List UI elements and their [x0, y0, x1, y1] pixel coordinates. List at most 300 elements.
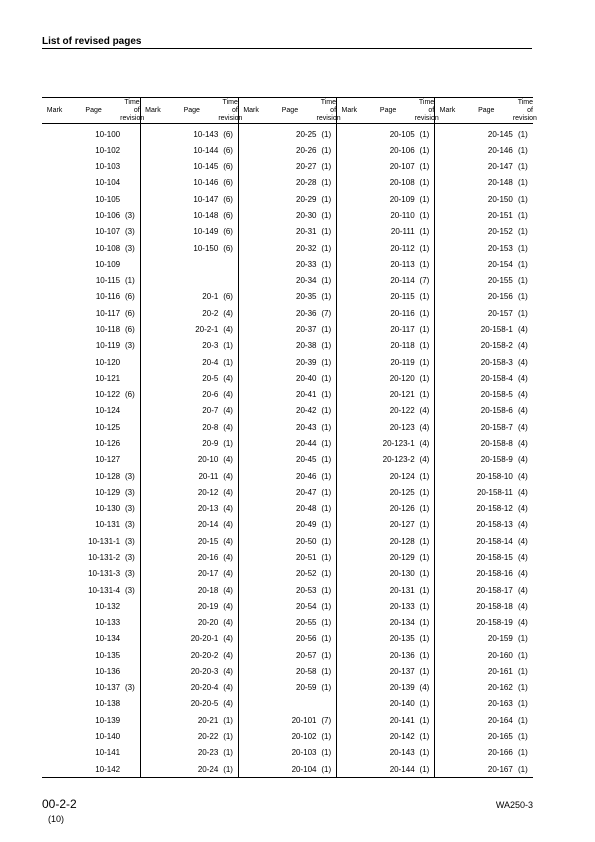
page-cell: 20-147 — [487, 162, 513, 172]
page-cell: 20-20-3 — [190, 666, 219, 676]
page-cell: 10-134 — [95, 634, 121, 644]
revision-cell: (1) — [419, 552, 430, 562]
page-cell: 20-118 — [390, 341, 415, 351]
mark-cell — [140, 403, 165, 419]
page-cell: 20-125 — [389, 487, 415, 497]
page-cell: 20-19 — [197, 601, 219, 611]
mark-cell — [337, 321, 362, 337]
page-cell: 10-138 — [95, 699, 121, 709]
revision-cell: (4) — [518, 373, 528, 383]
revision-cell: (1) — [419, 145, 430, 155]
table-header-row — [42, 98, 533, 124]
mark-cell — [337, 533, 362, 549]
revision-cell: (1) — [419, 634, 430, 644]
table-row — [42, 728, 533, 744]
mark-cell — [140, 582, 165, 598]
revision-cell — [120, 435, 140, 451]
revision-cell: (1) — [321, 276, 332, 286]
mark-cell — [238, 289, 263, 305]
page-cell: 20-25 — [296, 129, 317, 139]
mark-cell — [337, 745, 362, 761]
revision-cell: (4) — [223, 373, 233, 383]
revision-cell: (4) — [223, 455, 233, 465]
page-cell: 20-103 — [291, 748, 317, 758]
revision-cell: (4) — [518, 487, 528, 497]
mark-cell — [42, 273, 67, 289]
revision-cell: (1) — [321, 194, 332, 204]
mark-cell — [42, 354, 67, 370]
page-cell: 10-109 — [95, 259, 121, 269]
table-row — [42, 452, 533, 468]
revision-cell: (7) — [321, 715, 332, 725]
model-name: WA250-3 — [495, 800, 533, 810]
revision-cell: (1) — [419, 585, 430, 595]
revision-cell: (1) — [419, 341, 430, 351]
mark-cell — [337, 207, 362, 223]
mark-cell — [238, 468, 263, 484]
mark-cell — [238, 435, 263, 451]
mark-cell — [42, 712, 67, 728]
revision-cell: (1) — [321, 552, 332, 562]
page-cell: 20-150 — [487, 194, 513, 204]
mark-cell — [435, 273, 460, 289]
mark-cell — [238, 566, 263, 582]
revision-cell: (1) — [419, 666, 430, 676]
revision-cell: (1) — [321, 178, 332, 188]
mark-cell — [42, 419, 67, 435]
revision-cell: (4) — [518, 325, 528, 335]
table-row — [42, 321, 533, 337]
mark-cell — [435, 468, 460, 484]
revision-cell — [120, 647, 140, 663]
revision-cell: (1) — [321, 455, 332, 465]
revision-cell: (1) — [518, 699, 528, 709]
page-cell: 20-124 — [389, 471, 415, 481]
table-body — [42, 124, 533, 778]
revision-cell — [120, 403, 140, 419]
revision-cell: (1) — [321, 536, 332, 546]
page-cell: 20-158-3 — [480, 357, 513, 367]
column-header-mark: Mark — [435, 98, 460, 124]
revision-cell: (3) — [125, 536, 135, 546]
table-row — [42, 240, 533, 256]
page-cell: 10-145 — [193, 162, 219, 172]
mark-cell — [238, 582, 263, 598]
page-cell: 20-116 — [390, 308, 415, 318]
page-cell: 20-39 — [296, 357, 317, 367]
revision-cell: (1) — [223, 341, 233, 351]
revision-cell: (1) — [419, 227, 430, 237]
mark-cell — [337, 175, 362, 191]
mark-cell — [435, 500, 460, 516]
page-cell: 20-53 — [296, 585, 317, 595]
page-cell: 20-128 — [389, 536, 415, 546]
mark-cell — [238, 370, 263, 386]
revision-cell: (1) — [518, 650, 528, 660]
page-cell: 20-114 — [390, 276, 415, 286]
table-row — [42, 500, 533, 516]
mark-cell — [337, 338, 362, 354]
table-row — [42, 761, 533, 778]
revision-cell: (4) — [223, 569, 233, 579]
revision-cell: (1) — [223, 357, 233, 367]
page-cell: 20-26 — [296, 145, 317, 155]
revision-cell: (1) — [321, 227, 332, 237]
page-cell — [165, 256, 218, 272]
mark-cell — [140, 728, 165, 744]
mark-cell — [42, 761, 67, 778]
mark-cell — [435, 403, 460, 419]
page-cell: 20-3 — [202, 341, 219, 351]
table-row — [42, 142, 533, 158]
revision-cell — [120, 728, 140, 744]
revision-cell: (1) — [321, 585, 332, 595]
page-cell: 20-36 — [296, 308, 317, 318]
mark-cell — [140, 533, 165, 549]
page-cell: 20-55 — [296, 618, 317, 628]
revision-cell: (1) — [518, 243, 528, 253]
page-cell: 10-124 — [95, 406, 121, 416]
page-cell: 20-105 — [389, 129, 415, 139]
mark-cell — [140, 321, 165, 337]
table-row — [42, 159, 533, 175]
page-cell: 20-141 — [389, 715, 415, 725]
mark-cell — [140, 566, 165, 582]
page-cell: 10-120 — [95, 357, 121, 367]
page-cell: 20-127 — [389, 520, 415, 530]
page-cell: 20-140 — [389, 699, 415, 709]
revision-cell: (3) — [125, 552, 135, 562]
page-cell: 20-54 — [296, 601, 317, 611]
revision-cell — [120, 142, 140, 158]
page-cell: 10-148 — [193, 211, 219, 221]
page-cell: 20-37 — [296, 325, 317, 335]
mark-cell — [238, 533, 263, 549]
revision-cell: (4) — [518, 618, 528, 628]
mark-cell — [140, 240, 165, 256]
mark-cell — [435, 370, 460, 386]
revision-cell: (6) — [125, 325, 135, 335]
mark-cell — [435, 124, 460, 143]
page-cell: 20-122 — [389, 406, 415, 416]
revision-cell: (4) — [223, 634, 233, 644]
page-cell: 20-158-1 — [480, 325, 513, 335]
revision-cell: (4) — [518, 455, 528, 465]
mark-cell — [238, 321, 263, 337]
revision-cell: (6) — [223, 129, 233, 139]
revision-cell: (4) — [419, 438, 430, 448]
mark-cell — [42, 256, 67, 272]
revision-cell: (1) — [419, 471, 430, 481]
mark-cell — [435, 582, 460, 598]
page-cell: 20-144 — [362, 761, 415, 778]
revision-cell — [120, 159, 140, 175]
page-cell: 10-135 — [95, 650, 121, 660]
page-cell: 20-111 — [390, 227, 415, 237]
page-cell: 10-127 — [95, 455, 121, 465]
page-cell: 20-123 — [389, 422, 415, 432]
table-row — [42, 273, 533, 289]
page-cell — [165, 273, 218, 289]
revision-cell: (1) — [125, 276, 135, 286]
revision-cell: (1) — [321, 341, 332, 351]
table-row — [42, 124, 533, 143]
revision-cell: (6) — [223, 178, 233, 188]
mark-cell — [435, 598, 460, 614]
revision-cell: (4) — [518, 504, 528, 514]
page-cell: 20-158-18 — [476, 601, 513, 611]
revision-cell: (1) — [223, 732, 233, 742]
mark-cell — [140, 468, 165, 484]
page-cell: 20-8 — [202, 422, 219, 432]
page-cell: 20-162 — [487, 683, 513, 693]
page-cell: 10-107 — [95, 227, 121, 237]
mark-cell — [140, 663, 165, 679]
mark-cell — [42, 175, 67, 191]
column-header-time-of-revision: Time of revision — [512, 98, 537, 122]
page-cell: 20-14 — [197, 520, 219, 530]
page-cell: 20-104 — [263, 761, 316, 778]
revision-cell — [120, 712, 140, 728]
revision-cell: (4) — [223, 406, 233, 416]
table-row — [42, 647, 533, 663]
revision-cell: (1) — [419, 390, 430, 400]
page-cell: 20-158-11 — [476, 487, 513, 497]
revision-cell: (4) — [223, 699, 233, 709]
revision-cell: (1) — [321, 422, 332, 432]
mark-cell — [435, 207, 460, 223]
page-cell: 20-7 — [202, 406, 219, 416]
page-cell: 20-160 — [487, 650, 513, 660]
revision-cell: (1) — [419, 194, 430, 204]
mark-cell — [238, 696, 263, 712]
revision-cell: (4) — [223, 536, 233, 546]
revision-cell — [120, 175, 140, 191]
revision-cell: (4) — [518, 569, 528, 579]
revision-cell: (1) — [223, 438, 233, 448]
revision-cell: (1) — [321, 211, 332, 221]
revision-cell: (1) — [415, 761, 435, 778]
page-cell: 20-1 — [202, 292, 219, 302]
mark-cell — [435, 142, 460, 158]
table-row — [42, 419, 533, 435]
table-row — [42, 191, 533, 207]
page-cell: 20-22 — [197, 732, 219, 742]
revision-cell: (1) — [419, 243, 430, 253]
revision-cell: (6) — [223, 145, 233, 155]
mark-cell — [337, 305, 362, 321]
page-cell: 20-158-16 — [476, 569, 513, 579]
table-row — [42, 517, 533, 533]
mark-cell — [238, 240, 263, 256]
page-cell: 20-139 — [389, 683, 415, 693]
mark-cell — [337, 500, 362, 516]
table-row — [42, 582, 533, 598]
revision-cell: (6) — [223, 162, 233, 172]
page-cell: 20-41 — [296, 390, 317, 400]
page-cell: 20-167 — [460, 761, 513, 778]
mark-cell — [140, 387, 165, 403]
page-cell: 10-147 — [193, 194, 219, 204]
page-cell: 10-100 — [95, 129, 121, 139]
page-cell: 10-131-3 — [88, 569, 121, 579]
mark-cell — [238, 273, 263, 289]
mark-cell — [42, 321, 67, 337]
revision-cell: (1) — [321, 259, 332, 269]
revision-cell: (1) — [518, 227, 528, 237]
mark-cell — [435, 240, 460, 256]
mark-cell — [238, 338, 263, 354]
page-cell: 10-103 — [95, 162, 121, 172]
revision-cell: (6) — [125, 308, 135, 318]
table-row — [42, 614, 533, 630]
mark-cell — [337, 224, 362, 240]
revision-cell: (3) — [125, 520, 135, 530]
page-cell: 20-159 — [487, 634, 513, 644]
page-cell: 10-131-2 — [88, 552, 121, 562]
page-cell: 10-105 — [95, 194, 121, 204]
mark-cell — [435, 191, 460, 207]
mark-cell — [435, 289, 460, 305]
page-cell: 20-115 — [390, 292, 415, 302]
revision-cell: (1) — [419, 292, 430, 302]
revision-cell — [120, 745, 140, 761]
mark-cell — [435, 712, 460, 728]
page-cell: 20-18 — [197, 585, 219, 595]
revision-cell: (4) — [518, 422, 528, 432]
column-header-time-of-revision: Time of revision — [120, 98, 145, 122]
revision-cell — [120, 256, 140, 272]
page-cell: 20-49 — [296, 520, 317, 530]
revision-cell — [120, 124, 140, 143]
mark-cell — [42, 468, 67, 484]
page-cell: 10-146 — [193, 178, 219, 188]
revision-cell — [120, 631, 140, 647]
mark-cell — [337, 387, 362, 403]
mark-cell — [42, 631, 67, 647]
page-number: 00-2-2 — [42, 797, 77, 811]
mark-cell — [337, 468, 362, 484]
revision-cell: (4) — [518, 585, 528, 595]
mark-cell — [42, 598, 67, 614]
mark-cell — [238, 256, 263, 272]
mark-cell — [42, 191, 67, 207]
mark-cell — [140, 191, 165, 207]
mark-cell — [42, 745, 67, 761]
revision-cell: (3) — [125, 569, 135, 579]
mark-cell — [42, 484, 67, 500]
mark-cell — [42, 566, 67, 582]
revision-cell: (1) — [419, 732, 430, 742]
page-cell: 10-122 — [95, 390, 121, 400]
mark-cell — [337, 614, 362, 630]
mark-cell — [435, 387, 460, 403]
column-header-page: Page — [460, 98, 513, 124]
page-cell: 20-134 — [389, 618, 415, 628]
revision-cell — [120, 452, 140, 468]
mark-cell — [337, 124, 362, 143]
revision-cell — [120, 354, 140, 370]
revision-cell: (1) — [321, 504, 332, 514]
page-cell: 20-24 — [165, 761, 218, 778]
mark-cell — [435, 745, 460, 761]
page-cell: 10-108 — [95, 243, 121, 253]
mark-cell — [140, 598, 165, 614]
revision-cell: (1) — [419, 162, 430, 172]
table-row — [42, 745, 533, 761]
page-cell: 20-151 — [487, 211, 513, 221]
mark-cell — [435, 663, 460, 679]
table-row — [42, 549, 533, 565]
revision-cell: (1) — [518, 259, 528, 269]
mark-cell — [238, 354, 263, 370]
page-cell: 10-118 — [95, 325, 121, 335]
revision-cell: (3) — [125, 471, 135, 481]
revision-cell: (1) — [321, 162, 332, 172]
mark-cell — [238, 517, 263, 533]
revision-cell: (1) — [419, 520, 430, 530]
page-cell: 20-29 — [296, 194, 317, 204]
revision-cell: (6) — [223, 292, 233, 302]
mark-cell — [140, 354, 165, 370]
column-header-page: Page — [67, 98, 120, 124]
column-header-mark: Mark — [42, 98, 67, 124]
page-cell: 20-154 — [487, 259, 513, 269]
page-cell: 20-9 — [202, 438, 219, 448]
mark-cell — [435, 761, 460, 778]
page-cell: 20-20-2 — [190, 650, 219, 660]
mark-cell — [238, 728, 263, 744]
page-cell: 20-52 — [296, 569, 317, 579]
page-cell: 20-44 — [296, 438, 317, 448]
page-revision: (10) — [48, 814, 65, 824]
mark-cell — [337, 566, 362, 582]
revision-cell: (1) — [321, 390, 332, 400]
table-row — [42, 712, 533, 728]
revision-cell: (4) — [518, 438, 528, 448]
mark-cell — [238, 191, 263, 207]
page-cell: 20-20-1 — [190, 634, 219, 644]
revision-cell: (1) — [419, 536, 430, 546]
mark-cell — [435, 566, 460, 582]
revision-cell: (1) — [321, 666, 332, 676]
revision-cell: (1) — [321, 129, 332, 139]
mark-cell — [238, 663, 263, 679]
mark-cell — [140, 207, 165, 223]
page-cell: 20-137 — [389, 666, 415, 676]
page-cell: 10-150 — [193, 243, 219, 253]
page-cell: 20-158-19 — [476, 618, 513, 628]
mark-cell — [337, 582, 362, 598]
table-row — [42, 256, 533, 272]
page-cell — [263, 696, 316, 712]
revision-cell: (4) — [518, 471, 528, 481]
mark-cell — [140, 631, 165, 647]
page-cell: 20-4 — [202, 357, 219, 367]
page-cell: 20-102 — [291, 732, 317, 742]
mark-cell — [435, 224, 460, 240]
revision-cell: (1) — [419, 618, 430, 628]
page-cell: 20-165 — [487, 732, 513, 742]
mark-cell — [238, 403, 263, 419]
mark-cell — [435, 533, 460, 549]
page-cell: 20-152 — [487, 227, 513, 237]
revision-cell: (4) — [223, 471, 233, 481]
table-row — [42, 175, 533, 191]
revision-cell: (1) — [518, 129, 528, 139]
revision-cell: (1) — [518, 194, 528, 204]
page-cell: 20-131 — [389, 585, 415, 595]
